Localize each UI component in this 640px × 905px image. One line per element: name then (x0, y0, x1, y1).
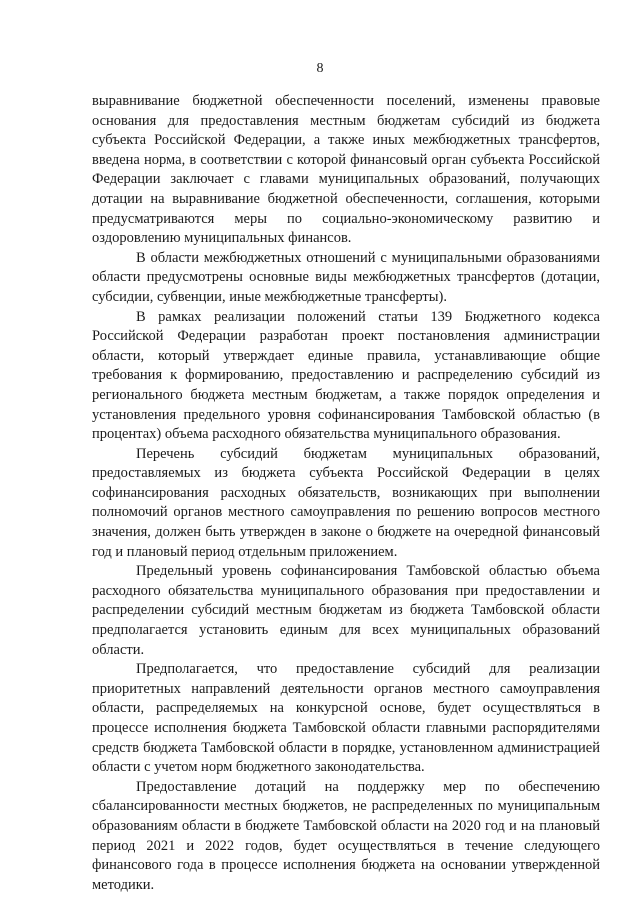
paragraph-6: Предполагается, что предоставление субсидий для реализации приоритетных направлений деятельности органов местного самоуправления области, распределяемых на конкурсной основе, будет осуществляться в процессе исполнения бюджета Тамбовской области главными распорядителями средств бюджета Тамбовской области в порядке, установленном администрацией области с учетом норм бюджетного законодательства. (92, 661, 600, 776)
paragraph-5: Предельный уровень софинансирования Тамбовской областью объема расходного обязательства муниципального образования при предоставлении и распределении субсидий местным бюджетам из бюджета Тамбовской области предполагается установить единым для всех муниципальных образований области. (92, 563, 600, 658)
page-number: 8 (316, 61, 324, 76)
paragraph-2: В области межбюджетных отношений с муниципальными образованиями области предусмотрены основные виды межбюджетных трансфертов (дотации, субсидии, субвенции, иные межбюджетные трансферты). (92, 249, 600, 305)
body-text (92, 92, 600, 895)
paragraph-7: Предоставление дотаций на поддержку мер по обеспечению сбалансированности местных бюджетов, не распределенных по муниципальным образованиям области в бюджете Тамбовской области на 2020 год и на плановый период 2021 и 2022 годов, будет осуществляться в течение следующего финансового года в процессе исполнения бюджета на основании утвержденной методики. (92, 778, 600, 893)
paragraph-3: В рамках реализации положений статьи 139 Бюджетного кодекса Российской Федерации разработан проект постановления администрации области, который утверждает единые правила, устанавливающие общие требования к формированию, предоставлению и распределению субсидий из регионального бюджета местным бюджетам, а также порядок определения и установления предельного уровня софинансирования Тамбовской областью (в процентах) объема расходного обязательства муниципального образования. (92, 308, 600, 443)
paragraph-1: выравнивание бюджетной обеспеченности поселений, изменены правовые основания для предоставления местным бюджетам субсидий из бюджета субъекта Российской Федерации, а также иных межбюджетных трансфертов, введена норма, в соответствии с которой финансовый орган субъекта Российской Федерации заключает с главами муниципальных образований, получающих дотации на выравнивание бюджетной обеспеченности, соглашения, которыми предусматриваются меры по социально-экономическому развитию и оздоровлению муниципальных финансов. (92, 93, 600, 247)
paragraph-4: Перечень субсидий бюджетам муниципальных образований, предоставляемых из бюджета субъекта Российской Федерации в целях софинансирования расходных обязательств, возникающих при выполнении полномочий органов местного самоуправления по решению вопросов местного значения, должен быть утвержден в законе о бюджете на очередной финансовый год и плановый период отдельным приложением. (92, 445, 600, 560)
